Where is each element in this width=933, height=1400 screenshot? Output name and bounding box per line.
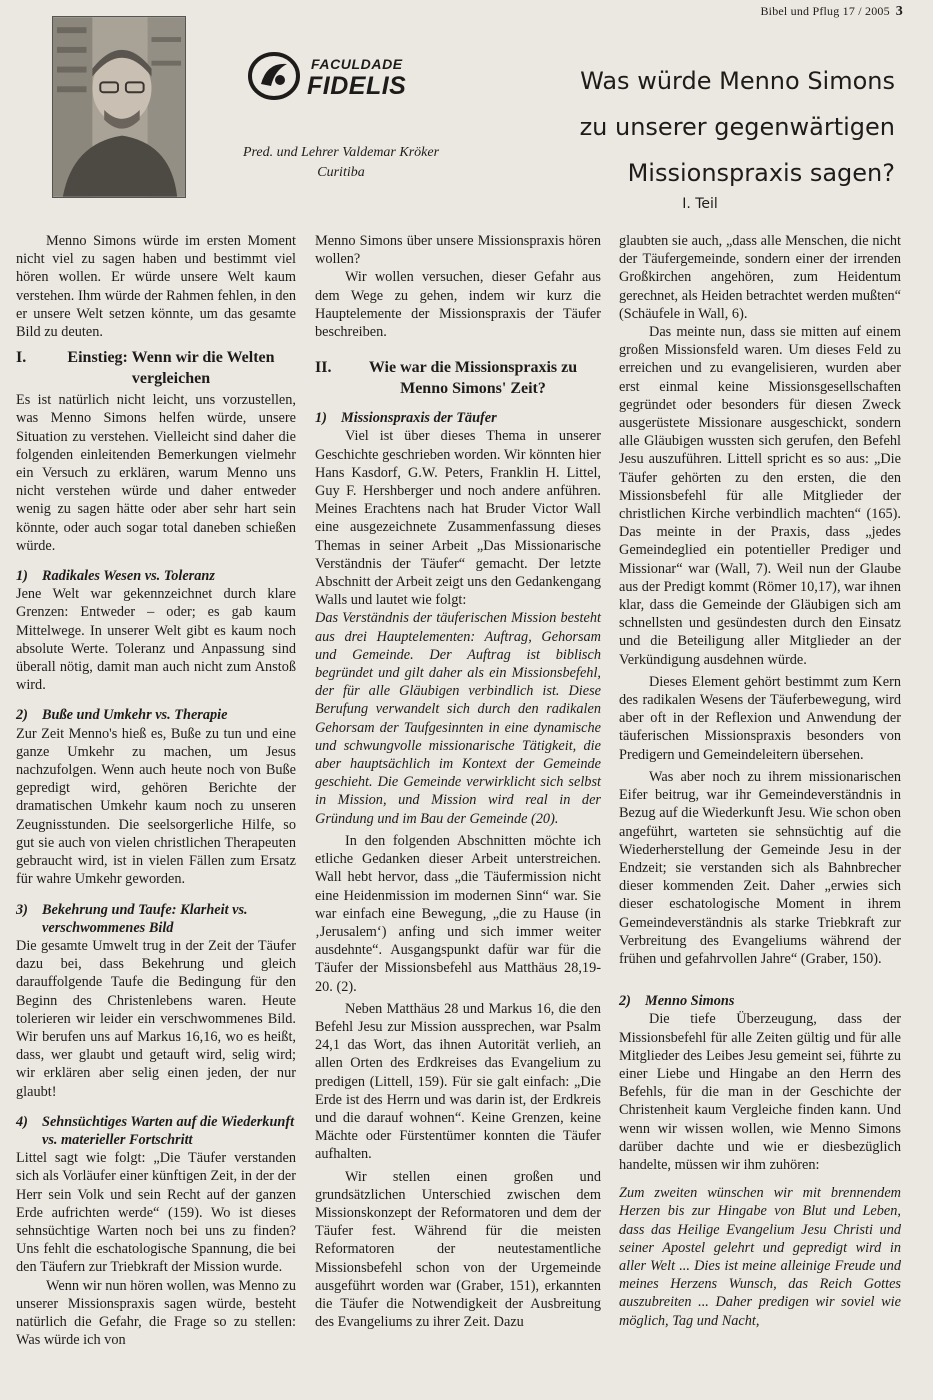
paragraph: Littel sagt wie folgt: „Die Täufer verstanden sich als Vorläufer einer künftigen Zeit, in der der Herr sein Volk und sein Recht auf der ganzen Erde aufrichten werde“ (159). Wo ist dieses sehnsüchtige Warten noch bei uns zu finden? Uns fehlt die eschatologische Spannung, die bei den Täufern zur Triebkraft der Mission wurde. [16,1150,296,1276]
block-quote: Das Verständnis der täuferischen Mission besteht aus drei Hauptelementen: Auftrag, Gehorsam und Gemeinde. Der Auftrag ist biblisch begründet und gilt daher als ein Missionsbefehl, der für alle Gläubigen verbindlich ist. Diese Berufung verwandelt sich durch den radikalen Gehorsam der Taufgesinnten in eine dynamische und schwungvolle missionarische Tätigkeit, die aber hauptsächlich im Kontext der Gemeinde geschieht. Die Gemeinde verwirklicht sich selbst in Mission, und Mission wird real in der Gründung und im Bau der Gemeinde (20). [315,610,601,827]
paragraph: glaubten sie auch, „dass alle Menschen, die nicht der Täufergemeinde, sondern einer der irrenden Großkirchen angehören, zum Heidentum gerechnet, als Heiden betrachtet werden mußten“ (Schäufele in Wall, 6). [619,233,901,322]
author-photo [52,16,186,198]
author-portrait-image [53,17,185,197]
title-line: Missionspraxis sagen? [627,159,895,187]
paragraph: Es ist natürlich nicht leicht, uns vorzustellen, was Menno Simons helfen würde, unsere Situation zu verstehen. Vielleicht sind daher die folgenden einleitenden Bemerkungen vielmehr ein Versuch zu erklären, warum Menno uns nicht verstehen würde und daher entweder wenig zu sagen hätte oder aber sehr hart sein könnte, oder auch sogar total daneben schießen würde. [16,392,296,554]
paragraph: Viel ist über dieses Thema in unserer Geschichte geschrieben worden. Wir könnten hier Hans Kasdorf, G.W. Peters, Franklin H. Littel, Guy F. Hershberger und noch andere anführen. Meines Erachtens nach hat Bruder Victor Wall eine ausgezeichnete Zusammenfassung dieses Themas in seiner Arbeit „Das Missionarische Verständnis der Täufer“ gemacht. Der letzte Abschnitt der Arbeit zeigt uns den Gedankengang Walls und lautet wie folgt: [315,428,601,609]
subsection-number: 4) [16,1113,28,1130]
subsection-title: Bekehrung und Taufe: Klarheit vs. verschwommenes Bild [42,901,248,936]
subsection-title: Buße und Umkehr vs. Therapie [42,707,228,724]
subsection-heading [16,1113,296,1149]
subsection-heading [619,992,901,1010]
logo-line2: FIDELIS [307,72,407,100]
byline [196,143,486,183]
paragraph: Dieses Element gehört bestimmt zum Kern des radikalen Wesens der Täuferbewegung, wird aber oft in der Reflexion und Anwendung der täuferischen Missionspraxis besonders von Predigern und Gemeindeleitern übersehen. [619,673,901,763]
article-part: I. Teil [682,196,718,212]
section-heading [16,347,296,389]
paragraph: Wenn wir nun hören wollen, was Menno zu unserer Missionspraxis sagen würde, besteht natürlich die Gefahr, die Frage so zu stellen: Was würde ich von [16,1277,296,1349]
faculdade-fidelis-logo [247,50,427,102]
section-title: Einstieg: Wenn wir die Welten vergleichen [67,349,275,388]
subsection-number: 2) [619,993,631,1010]
subsection-heading [16,706,296,724]
paragraph: Zur Zeit Menno's hieß es, Buße zu tun und eine ganze Umkehr zu machen, um Jesus nachzufolgen. Wenn auch heute noch von Buße gepredigt wird, gehören Berichte der dramatischen Umkehr kaum noch zu unseren Zeugnisstunden. Die seelsorgerliche Hilfe, so gut sie auch von vielen christlichen Therapeuten gebraucht wird, ist in vielen Fällen zum Ersatz für wahre Umkehr geworden. [16,725,296,888]
subsection-heading [16,901,296,937]
paragraph: Wir stellen einen großen und grundsätzlichen Unterschied zwischen dem Missionskonzept der Reformatoren und dem der Täufer fest. Während für die meisten Reformatoren der neutestamentliche Missionsbefehl schon von der Urgemeinde ausgeführt worden war (Graber, 151), erkannten die Täufer die Notwendigkeit der Ausbreitung des Evangeliums zu ihrer Zeit. Dazu [315,1168,601,1331]
section-number: I. [16,349,27,367]
subsection-number: 1) [315,410,327,427]
subsection-title: Radikales Wesen vs. Toleranz [42,568,215,585]
running-header [760,4,903,20]
title-line: Was würde Menno Simons [580,67,895,95]
fidelis-logo-icon [247,50,301,102]
section-title: Wie war die Missionspraxis zu Menno Simons' Zeit? [368,359,578,398]
section-heading [315,357,601,399]
paragraph: Jene Welt war gekennzeichnet durch klare Grenzen: Entweder – oder; es gab kaum Mittelwege. In unserer Welt gibt es kaum noch absolute Werte. Toleranz und Anpassung sind überall nötig, damit man auch nicht zum Anstoß wird. [16,586,296,694]
paragraph: Die tiefe Überzeugung, dass der Missionsbefehl für alle Zeiten gültig und für alle Mitglieder des Leibes Jesu gemeint sei, führte zu einer Liebe und Hingabe an den Herrn des Befehls, für die man in der Geschichte der Christenheit kaum Vergleiche finden kann. Und wenn wir wissen wollen, wie Menno Simons darüber dachte und wie er diesbezüglich handelte, müssen wir ihm zuhören: [619,1011,901,1173]
text-column-2 [315,232,601,1331]
subsection-number: 2) [16,707,28,724]
subsection-title: Missionspraxis der Täufer [341,410,497,427]
paragraph: In den folgenden Abschnitten möchte ich etliche Gedanken dieser Arbeit unterstreichen. Wall hebt hervor, dass „die Täufermission nicht eine Heidenmission im modernen Sinn“ war. Sie war einfach eine Bewegung, „die zu Hause (in ‚Jerusalem‘) anfing und sich immer weiter ausdehnte“. Ausgangspunkt dafür war für die Täufer der Missionsbefehl aus Matthäus 28,19-20. (2). [315,832,601,995]
text-column-1 [16,232,296,1349]
subsection-heading [315,409,601,427]
paragraph: Das meinte nun, dass sie mitten auf einem großen Missionsfeld waren. Um dieses Feld zu erreichen und zu evangelisieren, wurden aber erst einmal keine Missionsgesellschaften gegründet oder besonders für diesen Zweck ausgerüstete Missionare ausgeschickt, sondern alle Gläubigen wussten sich gerufen, den Befehl Jesu auszuführen. Littell spricht es so aus: „Die Täufer gehörten zu den ersten, die den Missionsbefehl für alle Mitglieder der christlichen Kirche verbindlich machten“ (165). Das meinte in der Praxis, dass „jedes Gemeindeglied ein potentieller Prediger und Missionar“ war (Wall, 7). Weil nun der Glaube aus der Predigt kommt (Römer 10,17), war ihnen klar, dass die Gemeinde der Gläubigen sich am schnellsten und gesündesten durch den Einsatz und die Beteiligung aller Mitglieder an der Verkündigung ausdehnen würde. [619,324,901,668]
paragraph: Neben Matthäus 28 und Markus 16, die den Befehl Jesu zur Mission aussprechen, war Psalm 24,1 das Wort, das ihnen Autorität verlieh, an allen Orten des Erdkreises das Evangelium zu predigen (Littell, 159). Für sie galt einfach: „Die Erde ist des Herrn und was darin ist, der Erdkreis und die darauf wohnen“. Keine Grenzen, keine Mächte oder Fürstentümer konnten die Täufer aufhalten. [315,1000,601,1163]
subsection-title: Sehnsüchtiges Warten auf die Wiederkunft vs. materieller Fortschritt [42,1113,295,1148]
page-number: 3 [895,4,903,19]
author-city: Curitiba [317,165,365,180]
subsection-heading [16,567,296,585]
logo-line1: FACULDADE [311,56,403,72]
section-number: II. [315,359,332,377]
intro-paragraph: Menno Simons würde im ersten Moment nicht viel zu sagen haben und bestimmt viel hören wollen. Er würde unsere Welt kaum verstehen. Ihm würde der Rahmen fehlen, in den er unsere Welt setzen könnte, um das gesamte Bild zu deuten. [16,233,296,341]
subsection-title: Menno Simons [645,993,735,1010]
paragraph: Wir wollen versuchen, dieser Gefahr aus dem Wege zu gehen, indem wir kurz die Hauptelemente der Missionspraxis der Täufer beschreiben. [315,269,601,341]
paragraph: Was aber noch zu ihrem missionarischen Eifer beitrug, war ihr Gemeindeverständnis in Bezug auf die Wiederkunft Jesu. Wie schon oben angeführt, warteten sie sehnsüchtig auf die Wiederherstellung der Gemeinde Jesu in der Endzeit; sie verstanden sich als Bahnbrecher dieser kommenden Zeit. Daher „erwies sich dieser eschatologische Moment in ihrem Gemeindeverständnis als starke Triebkraft zur Verbreitung des Evangeliums während der frühen und gefahrvollen Jahre“ (Graber, 150). [619,768,901,967]
paragraph: Die gesamte Umwelt trug in der Zeit der Täufer dazu bei, dass Bekehrung und gleich darauffolgende Taufe die Bedingung für den Beginn des Christenlebens waren. Heute tolerieren wir leider ein verschwommenes Bild. Wir berufen uns auf Markus 16,16, wo es heißt, dass, wer glaubt und getauft wird, selig wird; wir erklären aber selig einen jeden, der nur glaubt! [16,937,296,1100]
paragraph: Menno Simons über unsere Missionspraxis hören wollen? [315,233,601,268]
text-column-3 [619,232,901,1330]
subsection-number: 3) [16,901,28,918]
title-line: zu unserer gegenwärtigen [579,113,895,141]
journal-title: Bibel und Pflug 17 / 2005 [760,4,890,18]
author-name: Pred. und Lehrer Valdemar Kröker [242,145,440,160]
subsection-number: 1) [16,568,28,585]
block-quote: Zum zweiten wünschen wir mit brennendem Herzen bis zur Hingabe von Blut und Leben, dass das Heilige Evangelium Jesu Christi und seiner Apostel gelehrt und gepredigt wird in aller Welt ... Dies ist meine alleinige Freude und meines Herzens Wunsch, das Reich Gottes auszubreiten ... Daher predigen wir soviel wie möglich, Tag und Nacht, [619,1185,901,1329]
article-title [495,58,895,196]
